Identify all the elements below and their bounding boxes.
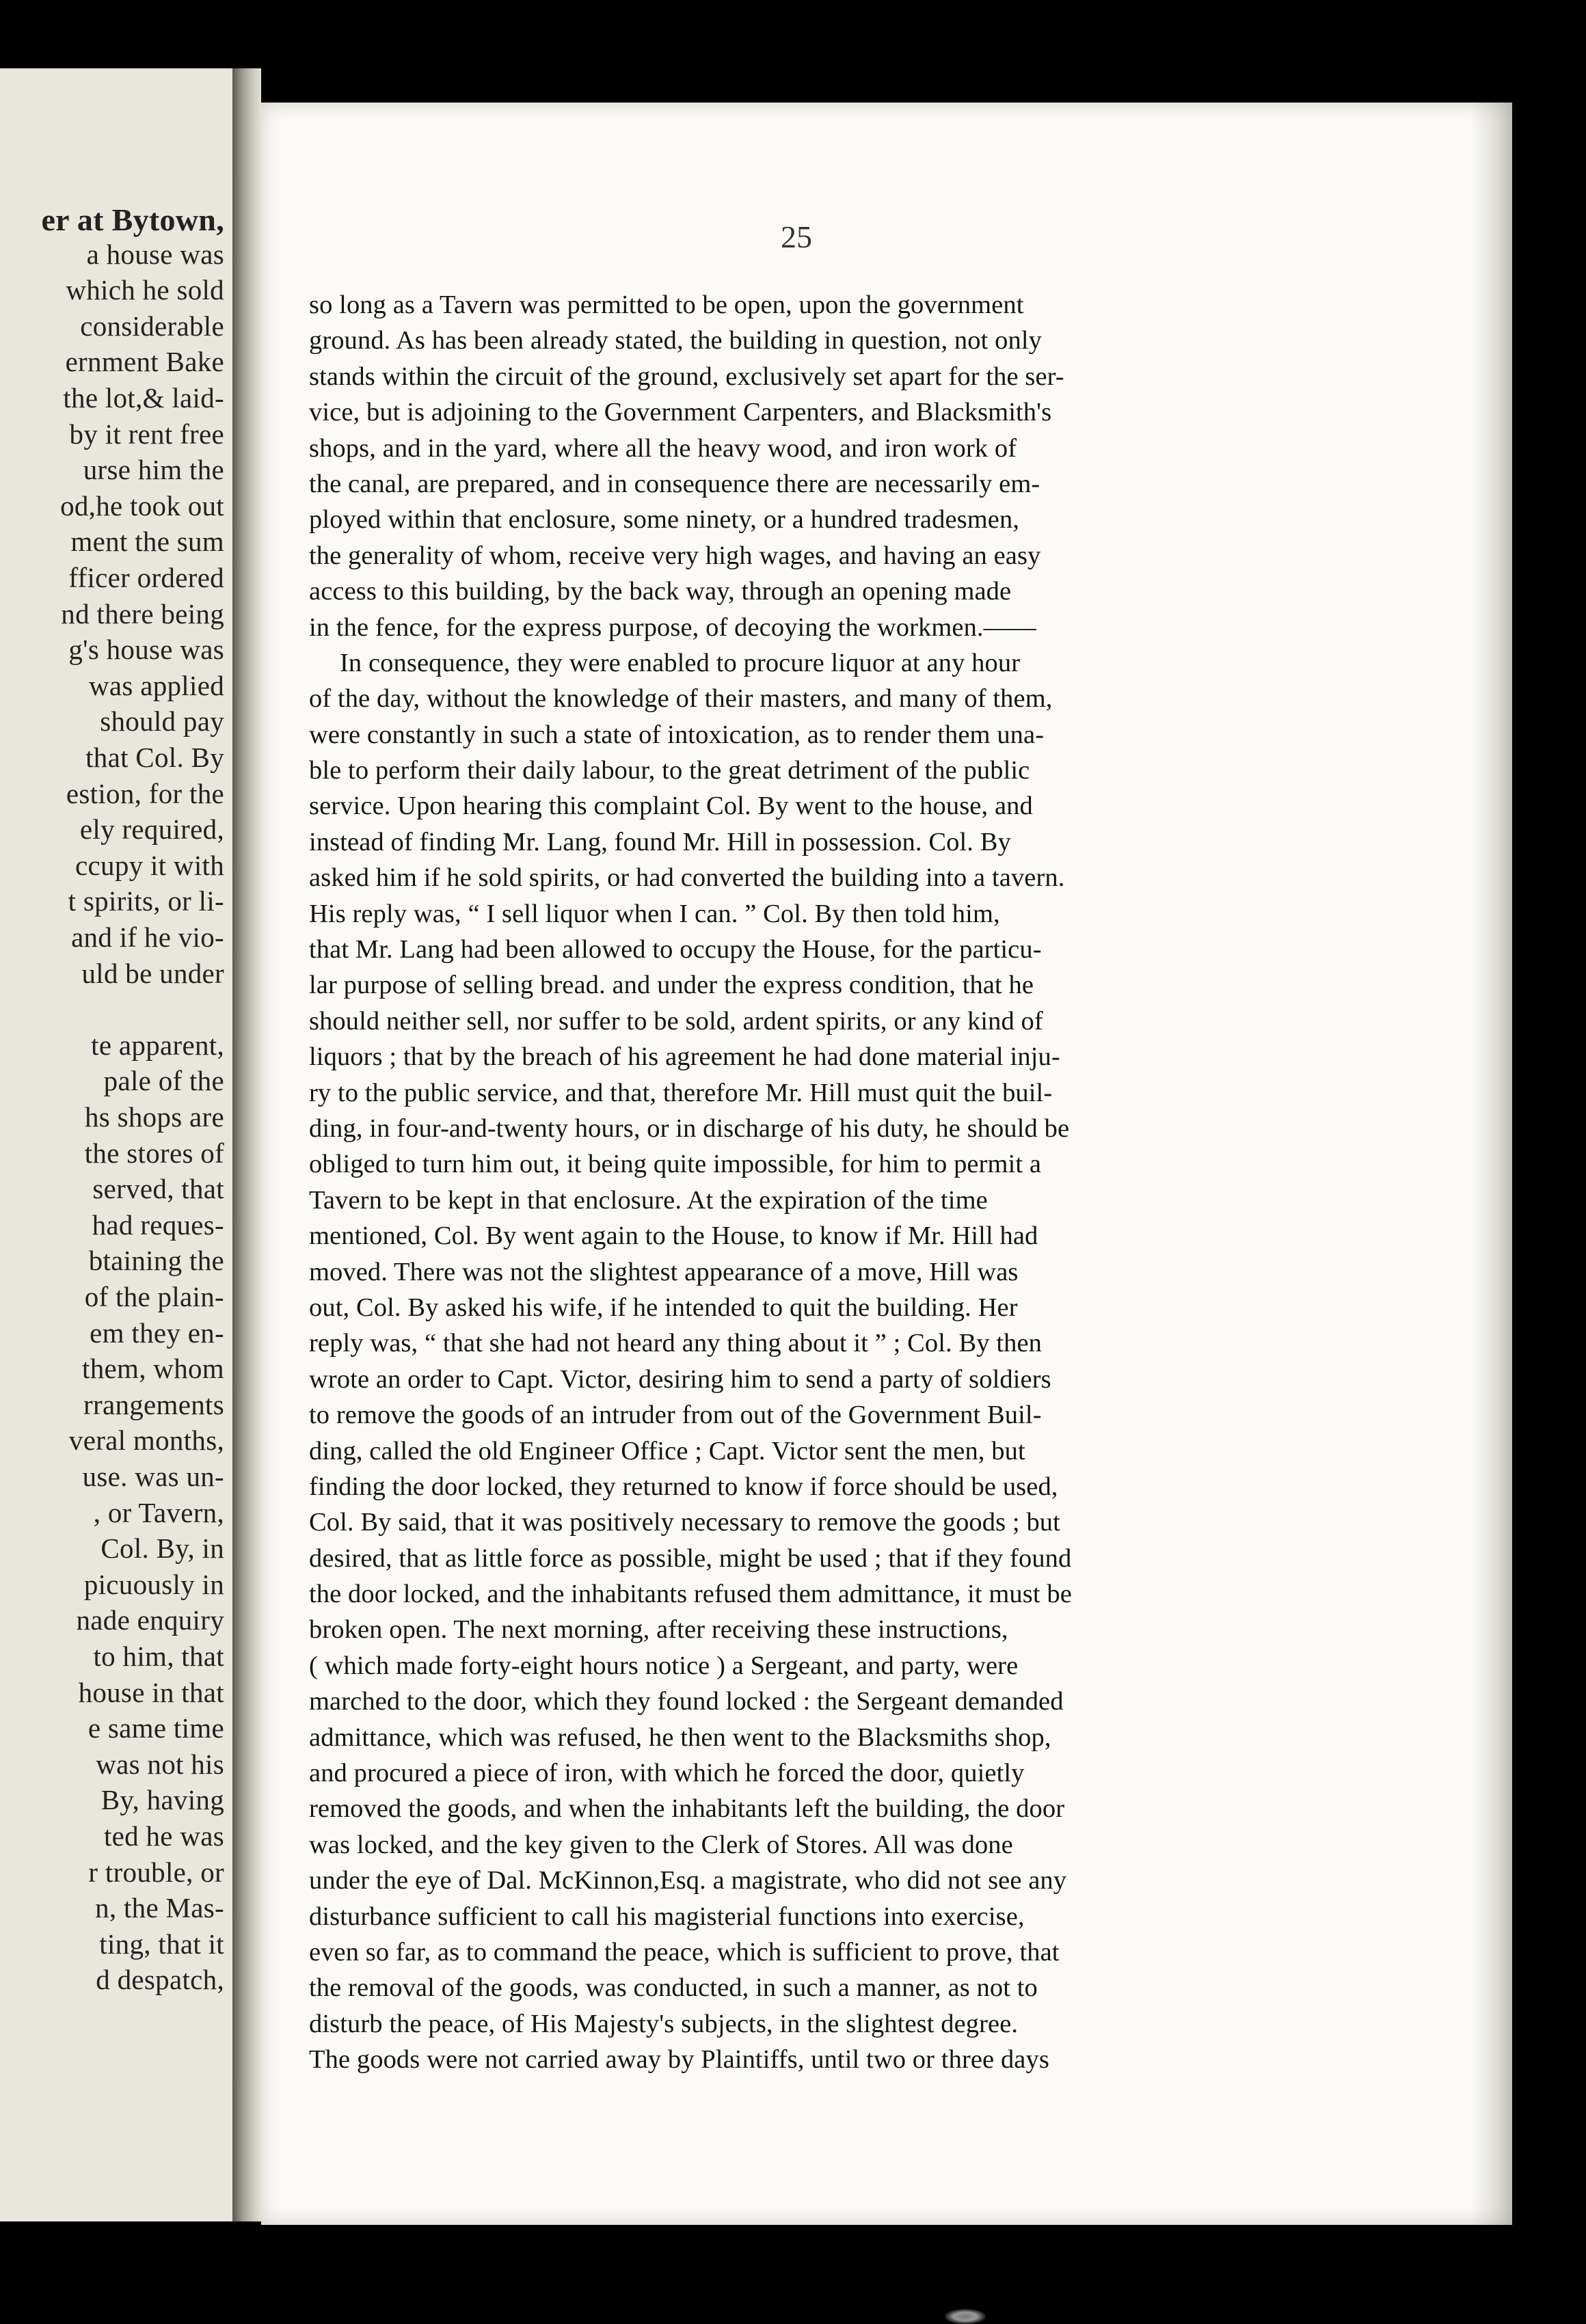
body-text-line: that Mr. Lang had been allowed to occupy the House, for the particu- — [309, 935, 1042, 964]
left-page-line: a house was — [86, 238, 224, 270]
body-text-line: ( which made forty-eight hours notice ) a Sergeant, and party, were — [309, 1651, 1019, 1680]
body-text-line: liquors ; that by the breach of his agreement he had done material inju- — [309, 1042, 1060, 1072]
left-page-line: house in that — [78, 1676, 224, 1708]
left-page-line: of the plain- — [84, 1281, 224, 1312]
left-page-line: estion, for the — [66, 777, 224, 809]
body-text-line: and procured a piece of iron, with which he forced the door, quietly — [309, 1759, 1025, 1788]
left-page-line: Col. By, in — [100, 1532, 224, 1565]
body-text-line: admittance, which was refused, he then went to the Blacksmiths shop, — [309, 1722, 1051, 1752]
body-text-line: Tavern to be kept in that enclosure. At the expiration of the time — [309, 1185, 988, 1215]
left-page-line: ccupy it with — [75, 849, 224, 881]
body-text-line: the generality of whom, receive very high wages, and having an easy — [309, 541, 1041, 570]
left-page-line: use. was un- — [82, 1461, 224, 1492]
body-text-line: vice, but is adjoining to the Government Carpenters, and Blacksmith's — [309, 398, 1052, 427]
body-text-line: ding, in four-and-twenty hours, or in discharge of his duty, he should be — [309, 1113, 1070, 1143]
left-page-line: which he sold — [66, 274, 224, 306]
left-page-line: by it rent free — [69, 418, 224, 450]
body-text-line: asked him if he sold spirits, or had converted the building into a tavern. — [309, 863, 1065, 893]
body-text-line: reply was, “ that she had not heard any thing about it ” ; Col. By then — [309, 1329, 1043, 1358]
body-text-line: should neither sell, nor suffer to be sold, ardent spirits, or any kind of — [309, 1006, 1043, 1036]
left-page-line: od,he took out — [60, 489, 224, 522]
body-text-line: ployed within that enclosure, some ninety, or a hundred tradesmen, — [309, 505, 1020, 535]
body-text-line: even so far, as to command the peace, which is sufficient to prove, that — [309, 1937, 1060, 1967]
left-page-line: had reques- — [92, 1208, 224, 1241]
body-text-line: finding the door locked, they returned to know if force should be used, — [309, 1472, 1058, 1501]
left-page-line: ely required, — [79, 813, 224, 846]
body-text-line: Col. By said, that it was positively necessary to remove the goods ; but — [309, 1508, 1060, 1537]
body-text-line: disturb the peace, of His Majesty's subjects, in the slightest degree. — [309, 2009, 1019, 2038]
left-page-line: should pay — [100, 705, 224, 738]
left-page-line: that Col. By — [85, 742, 224, 773]
body-text-line: was locked, and the key given to the Clerk of Stores. All was done — [309, 1830, 1013, 1859]
body-text-line: in the fence, for the express purpose, of decoying the workmen.—— — [309, 612, 1036, 642]
left-page-line: te apparent, — [91, 1029, 224, 1061]
left-page-line: nade enquiry — [76, 1604, 224, 1636]
left-page-line: n, the Mas- — [95, 1892, 224, 1924]
body-text-line: mentioned, Col. By went again to the House, to know if Mr. Hill had — [309, 1221, 1038, 1251]
body-text-line: instead of finding Mr. Lang, found Mr. Hill in possession. Col. By — [309, 827, 1011, 856]
left-page-line: was not his — [96, 1748, 224, 1780]
left-page-line: em they en- — [90, 1316, 224, 1349]
body-text — [309, 287, 1334, 2078]
body-text-line: lar purpose of selling bread. and under the express condition, that he — [309, 971, 1034, 1000]
left-page-line: ted he was — [103, 1820, 224, 1852]
left-page-line: , or Tavern, — [93, 1496, 224, 1528]
left-page-line: to him, that — [93, 1640, 224, 1672]
left-page-line: urse him the — [83, 454, 224, 486]
left-page-line: rrangements — [83, 1388, 224, 1420]
body-text-line: ble to perform their daily labour, to the great detriment of the public — [309, 756, 1030, 785]
body-text-line: removed the goods, and when the inhabitants left the building, the door — [309, 1794, 1065, 1824]
left-page-line: considerable — [80, 310, 224, 342]
left-page-line: r trouble, or — [88, 1856, 224, 1888]
left-page-line: er at Bytown, — [41, 202, 224, 237]
body-text-line: of the day, without the knowledge of their masters, and many of them, — [309, 684, 1053, 714]
body-text-line: marched to the door, which they found locked : the Sergeant demanded — [309, 1687, 1064, 1716]
left-page-line: and if he vio- — [71, 921, 224, 953]
body-text-line: ry to the public service, and that, therefore Mr. Hill must quit the buil- — [309, 1078, 1053, 1107]
body-text-line: service. Upon hearing this complaint Col. By went to the house, and — [309, 792, 1033, 821]
left-page-line: them, whom — [82, 1353, 224, 1385]
body-text-line: shops, and in the yard, where all the heavy wood, and iron work of — [309, 433, 1017, 463]
left-page-line: t spirits, or li- — [68, 885, 224, 917]
left-page-line: the lot,& laid- — [63, 382, 224, 414]
body-text-line: obliged to turn him out, it being quite impossible, for him to permit a — [309, 1150, 1042, 1179]
body-text-line: In consequence, they were enabled to procure liquor at any hour — [340, 648, 1021, 677]
page-number: 25 — [781, 219, 812, 254]
body-text-line: moved. There was not the slightest appearance of a move, Hill was — [309, 1257, 1019, 1286]
left-page-line: ting, that it — [99, 1928, 224, 1960]
left-page-line: d despatch, — [96, 1964, 224, 1996]
left-page-line: nd there being — [61, 597, 224, 630]
left-page-line: ernment Bake — [65, 346, 224, 378]
body-text-line: the door locked, and the inhabitants refused them admittance, it must be — [309, 1580, 1072, 1609]
body-text-line: out, Col. By asked his wife, if he intended to quit the building. Her — [309, 1293, 1018, 1322]
body-text-line: His reply was, “ I sell liquor when I can. ” Col. By then told him, — [309, 899, 1000, 928]
left-page-line: btaining the — [88, 1245, 224, 1277]
body-text-line: to remove the goods of an intruder from out of the Government Buil- — [309, 1401, 1042, 1430]
body-text-line: The goods were not carried away by Plaintiffs, until two or three days — [309, 2045, 1049, 2075]
body-text-line: desired, that as little force as possible, might be used ; that if they found — [309, 1543, 1072, 1573]
body-text-line: ding, called the old Engineer Office ; Capt. Victor sent the men, but — [309, 1436, 1025, 1465]
body-text-line: broken open. The next morning, after receiving these instructions, — [309, 1615, 1008, 1645]
ink-smudge — [945, 2309, 986, 2324]
left-page-line: g's house was — [68, 634, 224, 666]
left-page-line: hs shops are — [84, 1101, 224, 1133]
left-page-line: fficer ordered — [68, 562, 224, 593]
left-page-line: veral months, — [68, 1424, 224, 1457]
left-page-line: the stores of — [84, 1137, 224, 1169]
body-text-line: so long as a Tavern was permitted to be open, upon the government — [309, 290, 1024, 319]
left-page-line: By, having — [100, 1784, 224, 1816]
body-text-line: ground. As has been already stated, the building in question, not only — [309, 326, 1042, 355]
body-text-line: stands within the circuit of the ground, exclusively set apart for the ser- — [309, 362, 1064, 391]
body-text-line: access to this building, by the back way, through an opening made — [309, 577, 1012, 606]
left-page-line: e same time — [88, 1712, 224, 1744]
left-page-line: uld be under — [81, 957, 224, 989]
left-page-line: ment the sum — [70, 526, 224, 558]
body-text-line: the removal of the goods, was conducted, in such a manner, as not to — [309, 1973, 1038, 2003]
book-gutter — [232, 68, 261, 2221]
left-page-line: picuously in — [83, 1568, 224, 1600]
body-text-line: disturbance sufficient to call his magisterial functions into exercise, — [309, 1902, 1025, 1931]
body-text-line: were constantly in such a state of intoxication, as to render them una- — [309, 720, 1045, 749]
right-page — [261, 103, 1512, 2225]
left-page-line: was applied — [89, 669, 224, 701]
body-text-line: wrote an order to Capt. Victor, desiring him to send a party of soldiers — [309, 1364, 1051, 1394]
body-text-line: under the eye of Dal. McKinnon,Esq. a magistrate, who did not see any — [309, 1866, 1067, 1895]
left-page-line: pale of the — [103, 1065, 224, 1097]
left-page-line: served, that — [92, 1173, 224, 1205]
body-text-line: the canal, are prepared, and in consequence there are necessarily em- — [309, 469, 1040, 498]
left-page-fragment — [0, 68, 232, 2221]
